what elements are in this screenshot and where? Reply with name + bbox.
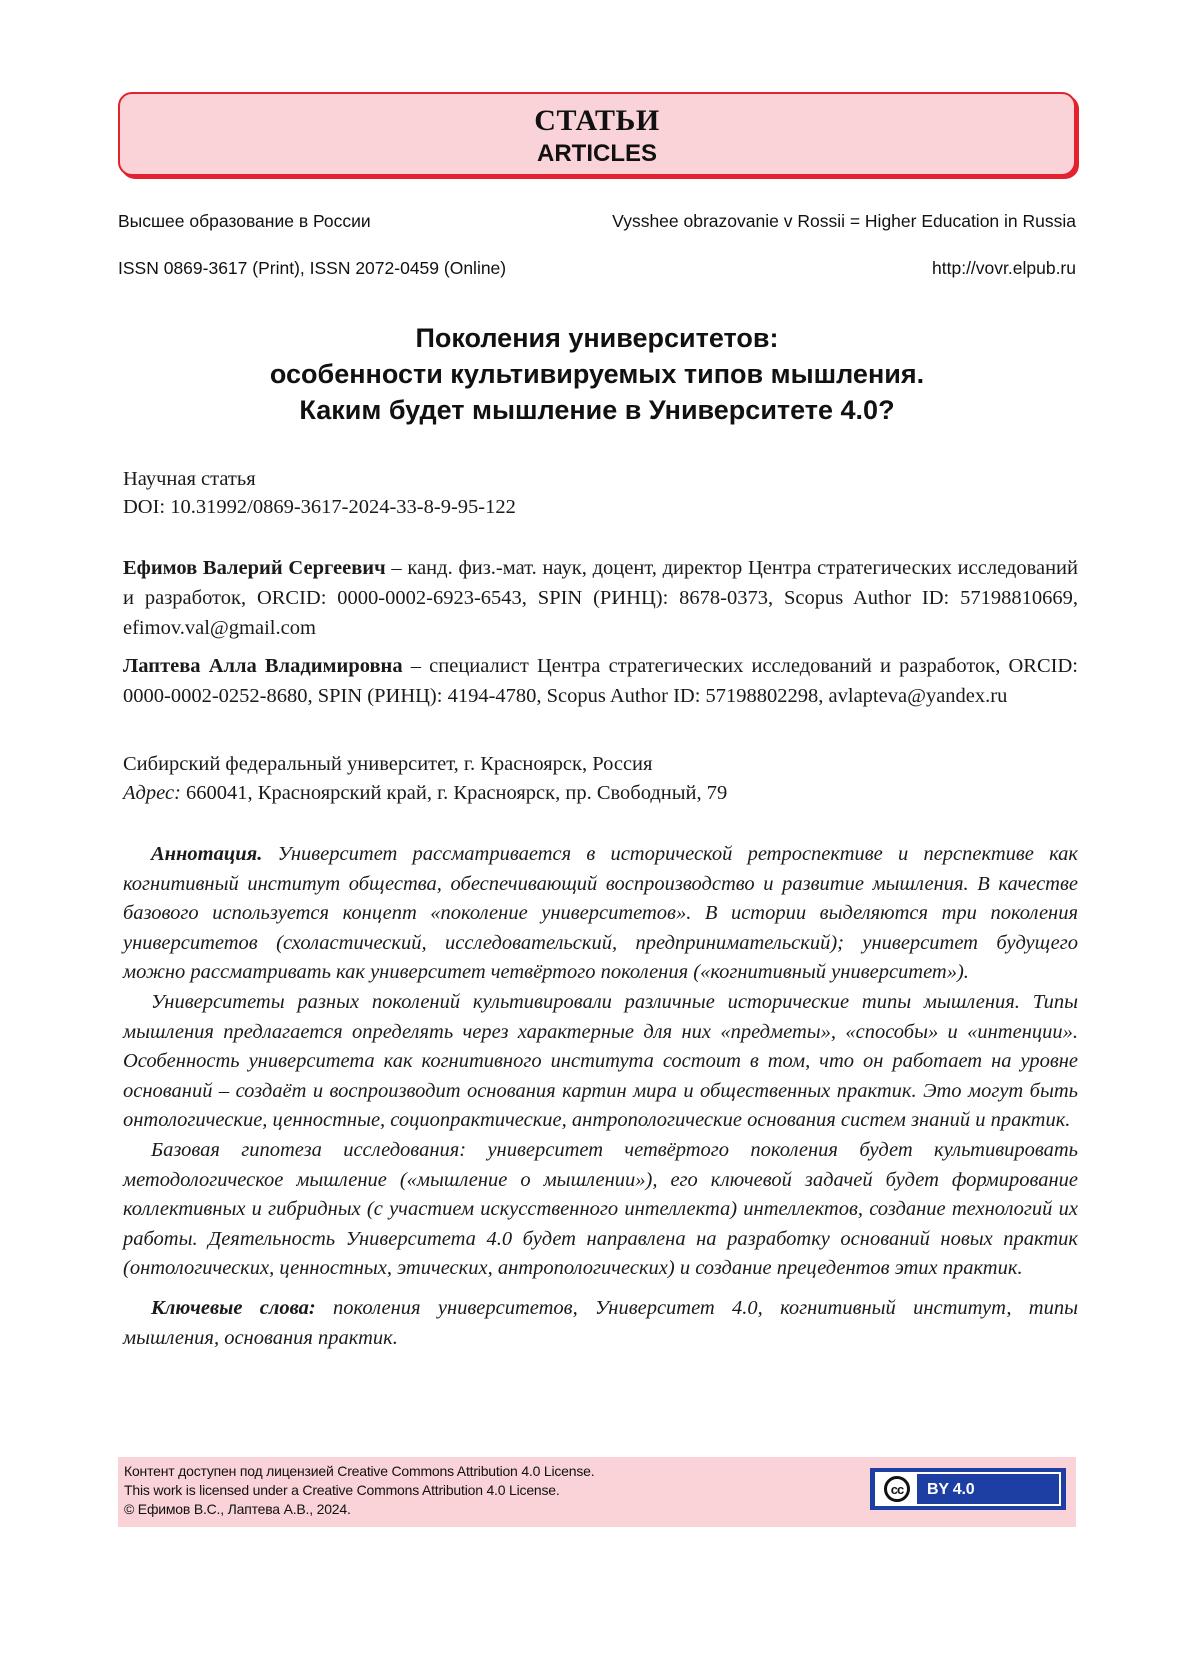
- abstract-label: Аннотация.: [151, 843, 263, 865]
- abstract-text-1: Университет рассматривается в исторической ретроспективе и перспективе как когнитивный институт общества, обеспечивающий воспроизводство и развитие мышления. В качестве базового используется концепт «поколение университетов». В истории выделяются три поколения университетов (схоластический, исследовательский, предпринимательский); университет будущего можно рассматривать как университет четвёртого поколения («когнитивный университет»).: [123, 843, 1078, 984]
- article-title-line-1: Поколения университетов:: [415, 323, 779, 353]
- copyright-line: © Ефимов В.С., Лаптева А.В., 2024.: [124, 1501, 351, 1517]
- license-line-ru: Контент доступен под лицензией Creative Commons Attribution 4.0 License.: [124, 1463, 595, 1479]
- author-2: [123, 651, 1078, 711]
- author-2-details: – специалист Центра стратегических исследований и разработок, ORCID: 0000-0002-0252-8680, SPIN (РИНЦ): 4194-4780, Scopus Author ID: 57198802298, avlapteva@yandex.ru: [123, 655, 1078, 707]
- cc-by-badge[interactable]: [870, 1468, 1066, 1510]
- article-type: Научная статья: [123, 468, 256, 490]
- article-title-line-2: особенности культивируемых типов мышления.: [269, 359, 925, 389]
- journal-issn-row: [118, 258, 1076, 279]
- license-line-en: This work is licensed under a Creative Commons Attribution 4.0 License.: [124, 1482, 560, 1498]
- abstract-paragraph-2: Университеты разных поколений культивировали различные исторические типы мышления. Типы мышления предлагается определять через характерные для них «предметы», «способы» и «интенции». Особенность университета как когнитивного института состоит в том, что он работает на уровне оснований – создаёт и воспроизводит основания картин мира и общественных практик. Это могут быть онтологические, ценностные, социопрактические, антропологические основания систем знаний и практик.: [123, 990, 1078, 1132]
- journal-name-ru: Высшее образование в России: [118, 211, 371, 231]
- author-2-name: Лаптева Алла Владимировна: [123, 655, 403, 677]
- keywords-label: Ключевые слова:: [151, 1296, 316, 1319]
- journal-header: [118, 211, 1076, 232]
- affiliation-address: [123, 778, 1078, 808]
- author-1-name: Ефимов Валерий Сергеевич: [123, 557, 386, 579]
- address-label: Адрес:: [123, 782, 181, 804]
- license-box: [118, 1457, 1076, 1527]
- cc-icon: cc: [884, 1476, 910, 1502]
- keywords-text: поколения университетов, Университет 4.0, когнитивный институт, типы мышления, основания практик.: [123, 1296, 1078, 1349]
- abstract-paragraph-1: [123, 840, 1078, 988]
- abstract-paragraph-3: Базовая гипотеза исследования: университет четвёртого поколения будет культивировать методологическое мышление («мышление о мышлении»), его ключевой задачей будет формирование коллективных и гибридных (с участием искусственного интеллекта) интеллектов, создание технологий их работы. Деятельность Университета 4.0 будет направлена на разработку оснований новых практик (онтологических, ценностных, этических, антропологических) и создание прецедентов этих практик.: [123, 1138, 1078, 1280]
- abstract: [123, 840, 1078, 1353]
- article-title-line-3: Каким будет мышление в Университете 4.0?: [299, 395, 895, 425]
- keywords: [123, 1294, 1078, 1353]
- journal-name-en: Vysshee obrazovanie v Rossii = Higher Education in Russia: [612, 211, 1076, 231]
- author-1-details: – канд. физ.-мат. наук, доцент, директор Центра стратегических исследований и разработок, ORCID: 0000-0002-6923-6543, SPIN (РИНЦ): 8678-0373, Scopus Author ID: 57198810669, efimov.val@gmail.com: [123, 557, 1079, 639]
- affiliation-org: Сибирский федеральный университет, г. Красноярск, Россия: [123, 753, 653, 775]
- section-banner: [118, 92, 1076, 176]
- article-doi[interactable]: DOI: 10.31992/0869-3617-2024-33-8-9-95-122: [123, 496, 516, 518]
- section-title-en: ARTICLES: [537, 140, 657, 167]
- article-title: [118, 320, 1076, 428]
- address-text: 660041, Красноярский край, г. Красноярск, пр. Свободный, 79: [180, 782, 728, 804]
- section-title-ru: СТАТЬИ: [534, 104, 660, 137]
- journal-url[interactable]: http://vovr.elpub.ru: [932, 258, 1076, 278]
- cc-badge-text: BY 4.0: [927, 1480, 975, 1498]
- journal-issn: ISSN 0869-3617 (Print), ISSN 2072-0459 (Online): [118, 258, 507, 278]
- author-1: [123, 553, 1078, 643]
